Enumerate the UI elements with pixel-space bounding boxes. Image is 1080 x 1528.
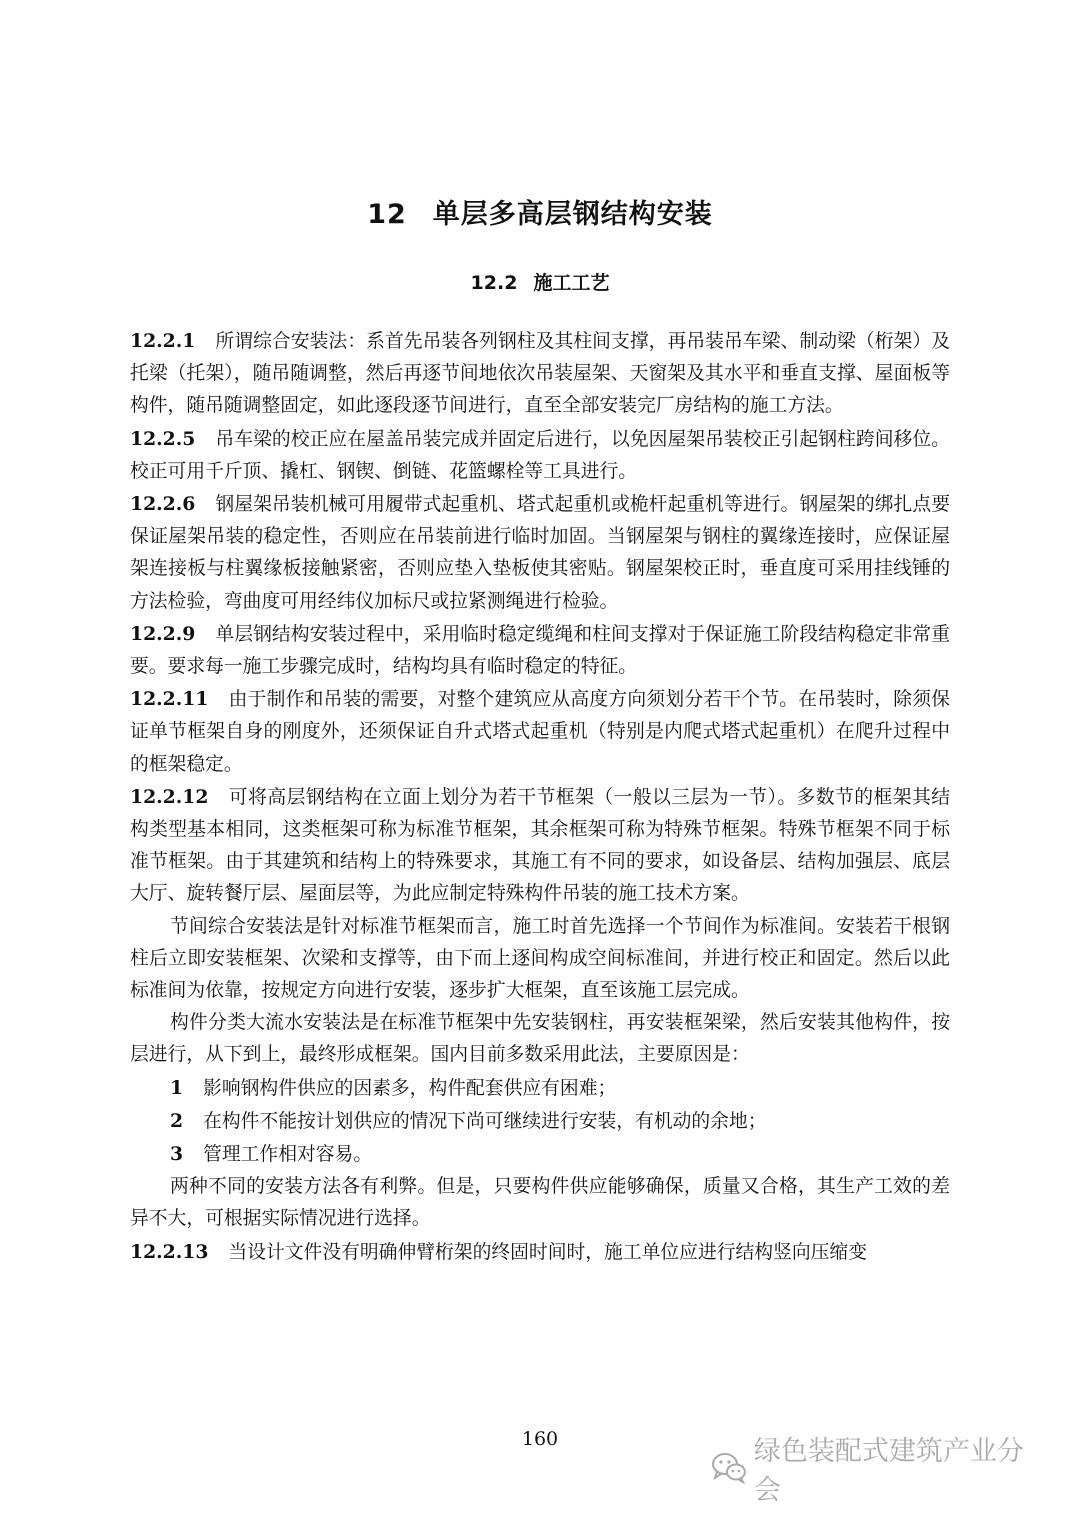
list-text: 管理工作相对容易。: [203, 1144, 373, 1166]
clause-number: 12.2.6: [130, 493, 196, 516]
list-number: 1: [170, 1076, 184, 1099]
clause-number: 12.2.11: [130, 688, 209, 711]
clause-text: 所谓综合安装法：系首先吊装各列钢柱及其柱间支撑，再吊装吊车梁、制动梁（桁架）及托梁（托架），随吊随调整，然后再逐节间地依次吊装屋架、天窗架及其水平和垂直支撑、屋面板等构件，随吊随调整固定，如此逐段逐节间进行，直至全部安装完厂房结构的施工方法。: [130, 331, 950, 417]
clause-text: 吊车梁的校正应在屋盖吊装完成并固定后进行，以免因屋架吊装校正引起钢柱跨间移位。校正可用千斤顶、撬杠、钢锲、倒链、花篮螺栓等工具进行。: [130, 428, 950, 482]
section-number: 12.2: [470, 272, 518, 294]
body-text: [130, 325, 950, 1269]
paragraph: 节间综合安装法是针对标准节框架而言，施工时首先选择一个节间作为标准间。安装若干根钢柱后立即安装框架、次梁和支撑等，由下而上逐间构成空间标准间，并进行校正和固定。然后以此标准间为依靠，按规定方向进行安装，逐步扩大框架，直至该施工层完成。: [130, 915, 950, 1002]
clause-number: 12.2.12: [130, 785, 209, 808]
clause: [130, 781, 950, 911]
chapter-title: [0, 192, 1080, 231]
clause-number: 12.2.5: [130, 427, 196, 450]
clause-number: 12.2.9: [130, 622, 196, 645]
clause: [130, 325, 950, 423]
clause-text: 由于制作和吊装的需要，对整个建筑应从高度方向须划分若干个节。在吊装时，除须保证单节框架自身的刚度外，还须保证自升式塔式起重机（特别是内爬式塔式起重机）在爬升过程中的框架稳定。: [130, 689, 950, 775]
list-text: 影响钢构件供应的因素多，构件配套供应有困难；: [203, 1077, 617, 1099]
section-title: [0, 268, 1080, 295]
clause-number: 12.2.1: [130, 330, 196, 352]
chapter-title-text: 单层多高层钢结构安装: [432, 199, 713, 230]
list-item: [130, 1072, 950, 1105]
clause: [130, 423, 950, 488]
list-item: [130, 1138, 950, 1171]
clause: [130, 683, 950, 781]
section-title-text: 施工工艺: [533, 272, 610, 294]
paragraph: 构件分类大流水安装法是在标准节框架中先安装钢柱，再安装框架梁，然后安装其他构件，按层进行，从下到上，最终形成框架。国内目前多数采用此法，主要原因是：: [130, 1012, 950, 1066]
list-item: [130, 1105, 950, 1138]
clause: [130, 488, 950, 618]
clause: [130, 618, 950, 683]
watermark-text: 绿色装配式建筑产业分会: [753, 1436, 1024, 1506]
chapter-number: 12: [367, 199, 407, 230]
list-number: 2: [170, 1109, 184, 1132]
clause-text: 当设计文件没有明确伸臂桁架的终固时间时，施工单位应进行结构竖向压缩变: [228, 1241, 867, 1263]
list-text: 在构件不能按计划供应的情况下尚可继续进行安装，有机动的余地；: [203, 1110, 767, 1132]
wechat-icon: [710, 1451, 748, 1485]
page-number: 160: [521, 1428, 559, 1450]
clause-text: 单层钢结构安装过程中，采用临时稳定缆绳和柱间支撑对于保证施工阶段结构稳定非常重要。要求每一施工步骤完成时，结构均具有临时稳定的特征。: [130, 623, 950, 678]
clause-number: 12.2.13: [130, 1240, 209, 1263]
clause-text: 钢屋架吊装机械可用履带式起重机、塔式起重机或桅杆起重机等进行。钢屋架的绑扎点要保证屋架吊装的稳定性，否则应在吊装前进行临时加固。当钢屋架与钢柱的翼缘连接时，应保证屋架连接板与柱翼缘板接触紧密，否则应垫入垫板使其密贴。钢屋架校正时，垂直度可采用挂线锤的方法检验，弯曲度可用经纬仪加标尺或拉紧测绳进行检验。: [130, 494, 950, 612]
clause: [130, 1236, 950, 1269]
paragraph: 两种不同的安装方法各有利弊。但是，只要构件供应能够确保，质量又合格，其生产工效的差异不大，可根据实际情况进行选择。: [130, 1176, 950, 1230]
list-number: 3: [170, 1143, 184, 1166]
watermark: [710, 1436, 1050, 1506]
clause-text: 可将高层钢结构在立面上划分为若干节框架（一般以三层为一节）。多数节的框架其结构类型基本相同，这类框架可称为标准节框架，其余框架可称为特殊节框架。特殊节框架不同于标准节框架。由于其建筑和结构上的特殊要求，其施工有不同的要求，如设备层、结构加强层、底层大厅、旋转餐厅层、屋面层等，为此应制定特殊构件吊装的施工技术方案。: [130, 786, 950, 905]
